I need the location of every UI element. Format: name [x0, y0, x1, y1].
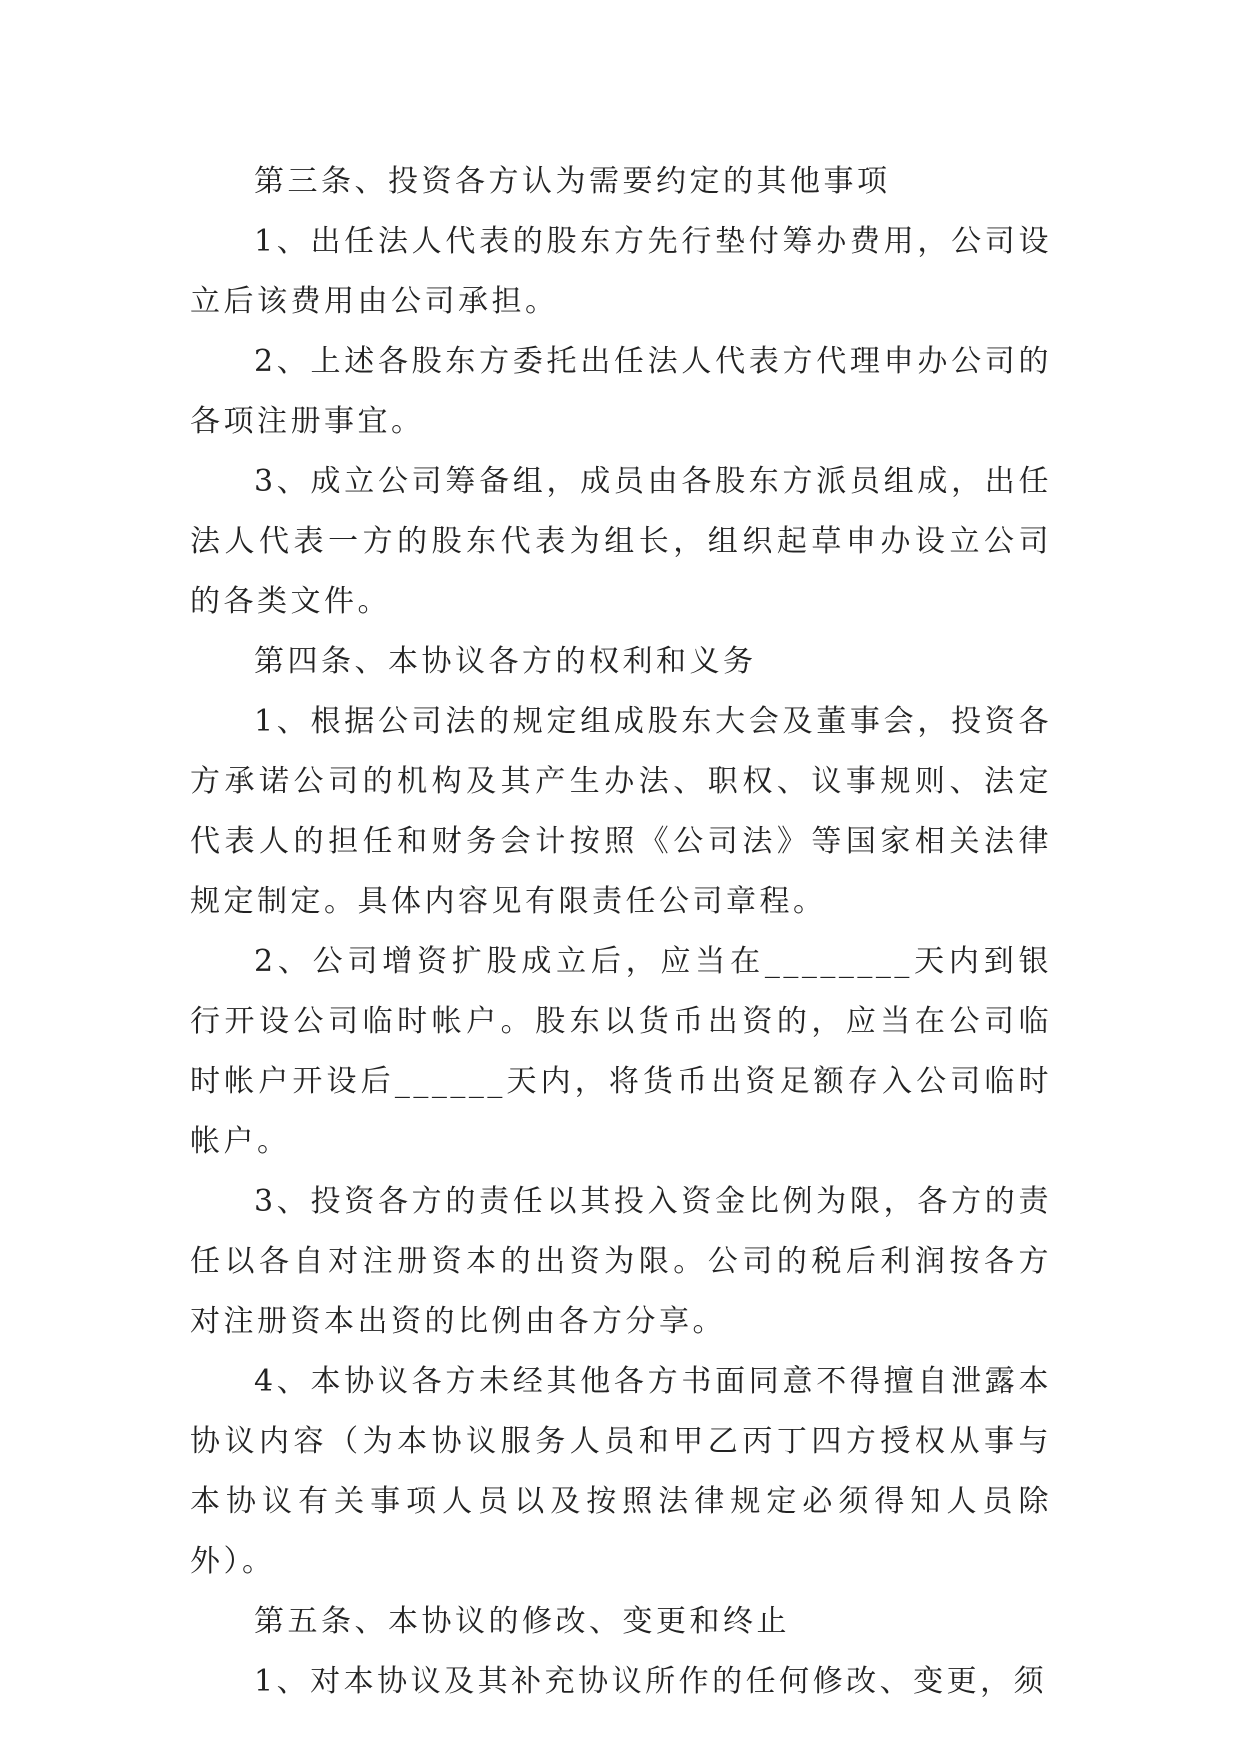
article-4-heading: 第四条、本协议各方的权利和义务: [254, 644, 757, 679]
article-3-clause-2: 2、上述各股东方委托出任法人代表方代理申办公司的各项注册事宜。: [190, 344, 1052, 439]
article-4-clause-1: 1、根据公司法的规定组成股东大会及董事会，投资各方承诺公司的机构及其产生办法、职权、议事规则、法定代表人的担任和财务会计按照《公司法》等国家相关法律规定制定。具体内容见有限责任公司章程。: [190, 704, 1052, 919]
article-3-clause-3: 3、成立公司筹备组，成员由各股东方派员组成，出任法人代表一方的股东代表为组长，组织起草申办设立公司的各类文件。: [190, 464, 1052, 619]
article-4-clause-3: 3、投资各方的责任以其投入资金比例为限，各方的责任以各自对注册资本的出资为限。公司的税后利润按各方对注册资本出资的比例由各方分享。: [190, 1184, 1052, 1339]
article-4-clause-2: 2、公司增资扩股成立后，应当在________天内到银行开设公司临时帐户。股东以货币出资的，应当在公司临时帐户开设后______天内，将货币出资足额存入公司临时帐户。: [190, 944, 1052, 1159]
article-5-heading: 第五条、本协议的修改、变更和终止: [254, 1604, 790, 1639]
article-3-heading: 第三条、投资各方认为需要约定的其他事项: [254, 164, 891, 199]
article-5-clause-1: 1、对本协议及其补充协议所作的任何修改、变更，须: [254, 1664, 1048, 1699]
article-3-clause-1: 1、出任法人代表的股东方先行垫付筹办费用，公司设立后该费用由公司承担。: [190, 224, 1052, 319]
document-body: [190, 152, 1052, 1712]
article-4-clause-4: 4、本协议各方未经其他各方书面同意不得擅自泄露本协议内容（为本协议服务人员和甲乙丙丁四方授权从事与本协议有关事项人员以及按照法律规定必须得知人员除外）。: [190, 1364, 1052, 1579]
